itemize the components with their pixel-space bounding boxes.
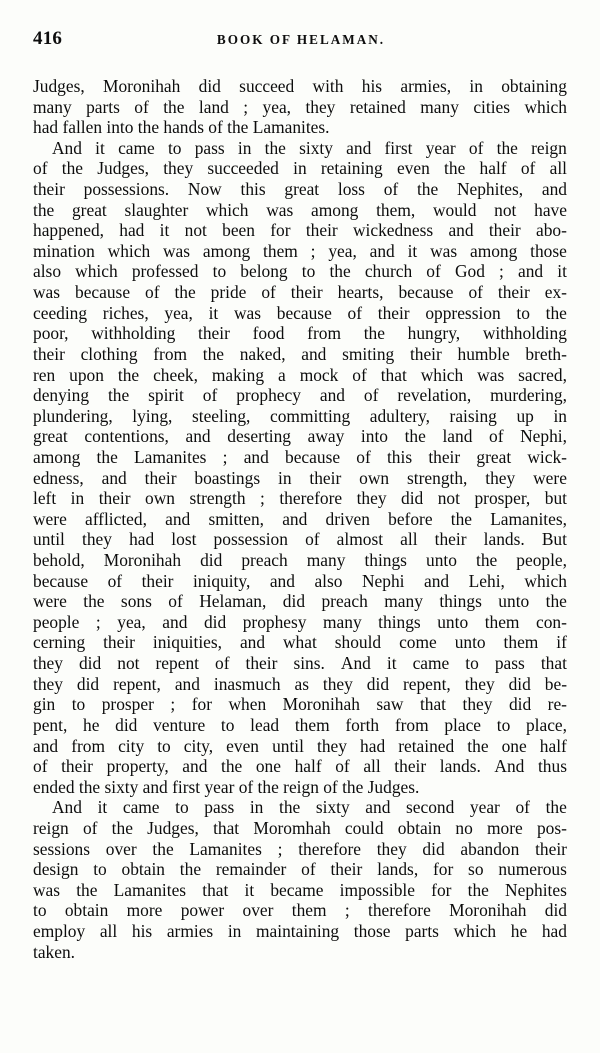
- text-line: were afflicted, and smitten, and driven before the Lamanites,: [33, 508, 567, 529]
- body-text: [33, 76, 567, 962]
- text-line: to obtain more power over them ; therefore Moronihah did: [33, 900, 567, 921]
- text-line: was because of the pride of their hearts, because of their ex-: [33, 282, 567, 303]
- page-number: 416: [33, 28, 63, 49]
- text-line: employ all his armies in maintaining those parts which he had: [33, 920, 567, 941]
- text-line: sessions over the Lamanites ; therefore they did abandon their: [33, 838, 567, 859]
- text-line: their clothing from the naked, and smiting their humble breth-: [33, 343, 567, 364]
- text-line: taken.: [33, 941, 76, 962]
- text-line: was the Lamanites that it became impossible for the Nephites: [33, 879, 567, 900]
- text-line: also which professed to belong to the church of God ; and it: [33, 261, 567, 282]
- text-line: design to obtain the remainder of their lands, for so numerous: [33, 859, 567, 880]
- text-line: happened, had it not been for their wickedness and their abo-: [33, 220, 567, 241]
- text-line: many parts of the land ; yea, they retained many cities which: [33, 96, 567, 117]
- text-line: were the sons of Helaman, did preach many things unto the: [33, 591, 567, 612]
- text-line: pent, he did venture to lead them forth from place to place,: [33, 714, 567, 735]
- text-line: cerning their iniquities, and what should come unto them if: [33, 632, 567, 653]
- text-line: and from city to city, even until they had retained the one half: [33, 735, 567, 756]
- text-line: mination which was among them ; yea, and it was among those: [33, 240, 567, 261]
- text-line: they did not repent of their sins. And it came to pass that: [33, 653, 567, 674]
- text-line: denying the spirit of prophecy and of revelation, murdering,: [33, 385, 567, 406]
- text-line: the great slaughter which was among them, would not have: [33, 199, 567, 220]
- text-line: until they had lost possession of almost all their lands. But: [33, 529, 567, 550]
- running-head: [33, 28, 567, 50]
- text-line: Judges, Moronihah did succeed with his armies, in obtaining: [33, 76, 567, 96]
- text-line: because of their iniquity, and also Nephi and Lehi, which: [33, 570, 567, 591]
- text-line: had fallen into the hands of the Lamanites.: [33, 117, 330, 138]
- text-line: And it came to pass in the sixty and second year of the: [52, 797, 567, 818]
- text-line: reign of the Judges, that Moromhah could obtain no more pos-: [33, 817, 567, 838]
- text-line: left in their own strength ; therefore they did not prosper, but: [33, 488, 567, 509]
- text-line: among the Lamanites ; and because of this their great wick-: [33, 446, 567, 467]
- text-line: people ; yea, and did prophesy many things unto them con-: [33, 611, 567, 632]
- text-line: ended the sixty and first year of the reign of the Judges.: [33, 776, 420, 797]
- text-line: of their property, and the one half of all their lands. And thus: [33, 756, 567, 777]
- text-line: ren upon the cheek, making a mock of that which was sacred,: [33, 364, 567, 385]
- text-line: poor, withholding their food from the hungry, withholding: [33, 323, 567, 344]
- text-line: of the Judges, they succeeded in retaining even the half of all: [33, 158, 567, 179]
- text-line: And it came to pass in the sixty and first year of the reign: [52, 137, 567, 158]
- text-line: plundering, lying, steeling, committing adultery, raising up in: [33, 405, 567, 426]
- text-line: gin to prosper ; for when Moronihah saw that they did re-: [33, 694, 567, 715]
- running-title: BOOK OF HELAMAN.: [216, 32, 386, 47]
- text-line: ceeding riches, yea, it was because of their oppression to the: [33, 302, 567, 323]
- text-line: they did repent, and inasmuch as they did repent, they did be-: [33, 673, 567, 694]
- text-line: behold, Moronihah did preach many things unto the people,: [33, 550, 567, 571]
- text-line: edness, and their boastings in their own strength, they were: [33, 467, 567, 488]
- text-line: great contentions, and deserting away into the land of Nephi,: [33, 426, 567, 447]
- text-line: their possessions. Now this great loss of the Nephites, and: [33, 179, 567, 200]
